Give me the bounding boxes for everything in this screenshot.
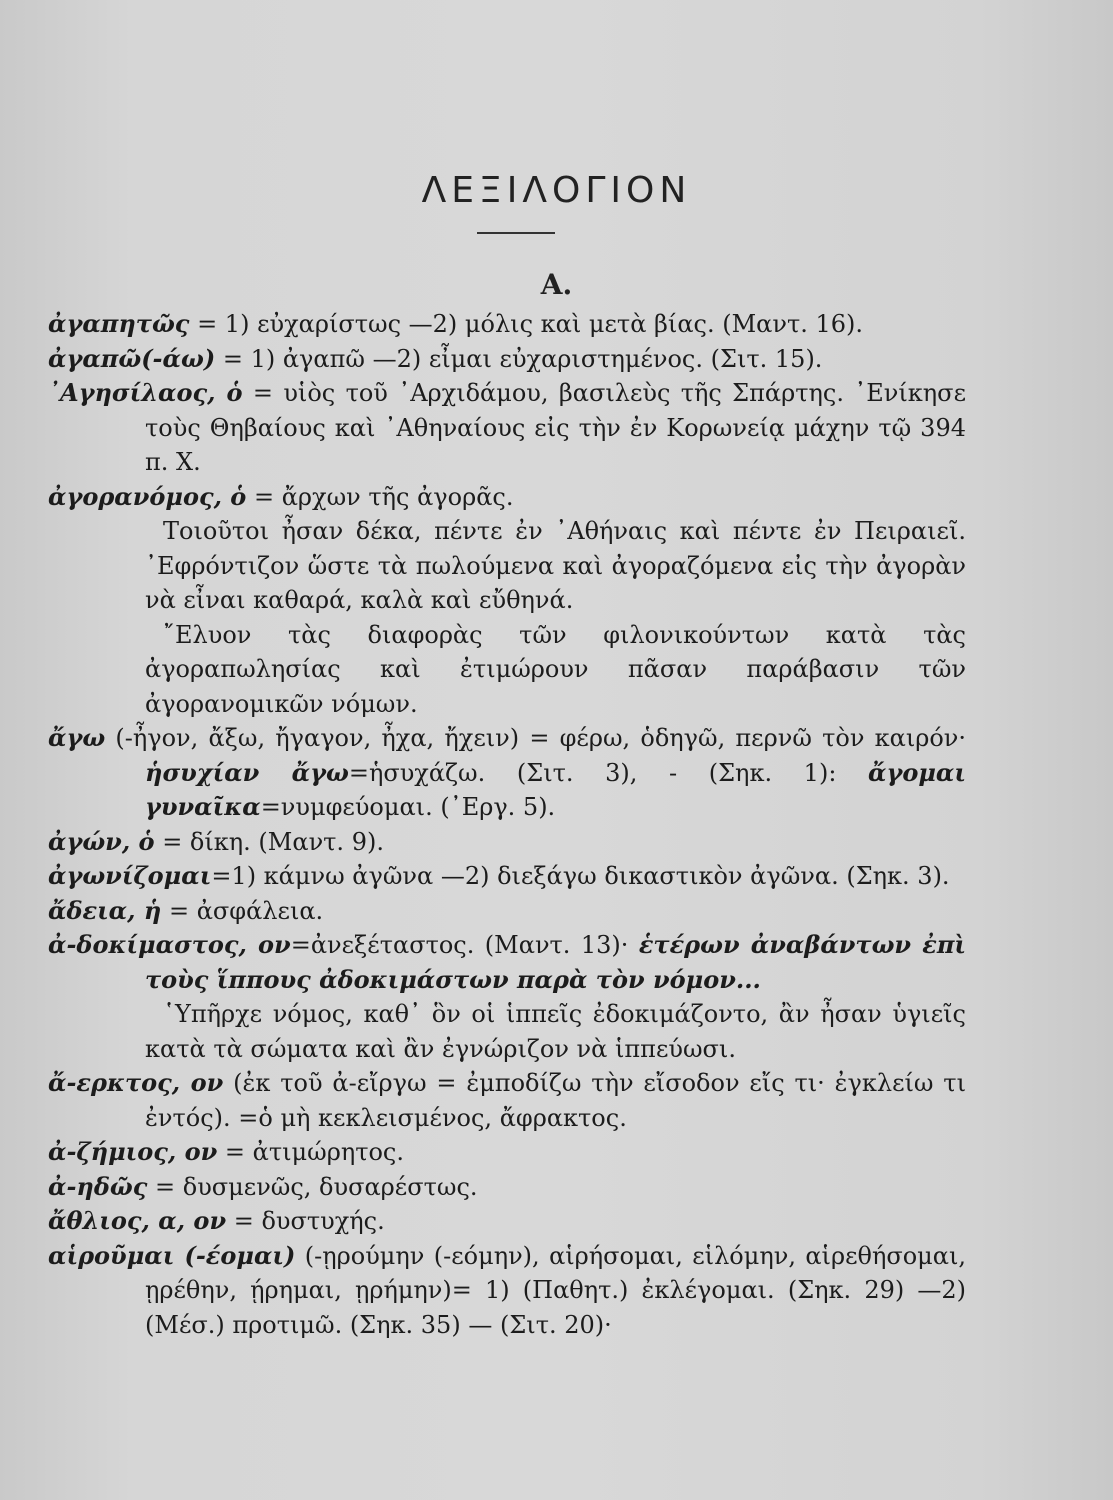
entry-definition: = υἱὸς τοῦ ᾿Αρχιδάμου, βασιλεὺς τῆς Σπάρτης. ᾿Ενίκησε τοὺς Θηβαίους καὶ ᾿Αθηναίους εἰς τὴν ἐν Κορωνείᾳ μάχην τῷ 394 π. Χ. (145, 379, 966, 476)
entry-headword: αἱροῦμαι (-έομαι) (48, 1240, 296, 1270)
entry-phrase: ἄγομαι γυναῖκα (145, 757, 966, 821)
entry-note: ῎Ελυον τὰς διαφορὰς τῶν φιλονικούντων κατὰ τὰς ἀγοραπωλησίας καὶ ἐτιμώρουν πᾶσαν παράβασιν τῶν ἀγορανομικῶν νόμων. (145, 620, 966, 718)
entry-headword: ἀγαπητῶς (48, 309, 190, 338)
entry-headword: ᾿Αγησίλαος, ὁ (48, 378, 243, 407)
entry-note: Τοιοῦτοι ἦσαν δέκα, πέντε ἐν ᾿Αθήναις καὶ πέντε ἐν Πειραιεῖ. ᾿Εφρόντιζον ὥστε τὰ πωλούμενα καὶ ἀγοραζόμενα εἰς τὴν ἀγορὰν νὰ εἶναι καθαρά, καλὰ καὶ εὔθηνά. (145, 517, 966, 614)
entry-definition: =ἀνεξέταστος. (Μαντ. 13)· (290, 931, 629, 959)
entry-headword: ἀγαπῶ(-άω) (48, 343, 216, 373)
dictionary-entry (48, 859, 966, 894)
dictionary-entry (48, 928, 966, 1066)
entry-note: ῾Υπῆρχε νόμος, καθ᾿ ὃν οἱ ἱππεῖς ἐδοκιμάζοντο, ἂν ἦσαν ὑγιεῖς κατὰ τὰ σώματα καὶ ἂν ἐγνώριζον νὰ ἱππεύωσι. (145, 1000, 966, 1063)
entry-headword: ἀγωνίζομαι (48, 861, 212, 890)
entry-definition: = 1) εὐχαρίστως —2) μόλις καὶ μετὰ βίας. (Μαντ. 16). (197, 310, 864, 338)
entry-definition: =νυμφεύομαι. (᾿Εργ. 5). (260, 793, 556, 821)
entry-headword: ἄ-ερκτος, ον (48, 1068, 224, 1097)
entry-definition: = δίκη. (Μαντ. 9). (162, 827, 384, 856)
dictionary-entry (48, 307, 966, 342)
entry-definition: = ἀτιμώρητος. (224, 1138, 404, 1166)
entry-definition: (-ἦγον, ἄξω, ἤγαγον, ἦχα, ἤχειν) = φέρω, ὁδηγῶ, περνῶ τὸν καιρόν· (115, 724, 967, 752)
entry-definition: =1) κάμνω ἀγῶνα —2) διεξάγω δικαστικὸν ἀγῶνα. (Σηκ. 3). (211, 862, 950, 890)
entry-headword: ἀ-δοκίμαστος, ον (48, 930, 291, 959)
entry-definition: = ἀσφάλεια. (168, 896, 324, 925)
dictionary-entry (48, 480, 966, 722)
dictionary-entry (48, 342, 966, 377)
entry-headword: ἀ-ηδῶς (48, 1171, 148, 1201)
entry-headword: ἄδεια, ἡ (48, 895, 162, 925)
entry-definition: (ἐκ τοῦ ἀ-εἴργω = ἐμποδίζω τὴν εἴσοδον εἴς τι· ἐγκλείω τι ἐντός). =ὁ μὴ κεκλεισμένος, ἄφρακτος. (145, 1069, 966, 1132)
entry-headword: ἀγών, ὁ (48, 826, 155, 856)
page-title: ΛΕΞΙΛΟΓΙΟΝ (421, 170, 692, 211)
entry-definition: (-ῃρούμην (-εόμην), αἱρήσομαι, εἱλόμην, αἱρεθήσομαι, ῃρέθην, ῄρημαι, ῃρήμην)= 1) (Παθητ.) ἐκλέγομαι. (Σηκ. 29) —2) (Μέσ.) προτιμῶ. (Σηκ. 35) — (Σιτ. 20)· (145, 1241, 966, 1339)
dictionary-entry (48, 1239, 966, 1343)
entry-headword: ἀγορανόμος, ὁ (48, 481, 247, 511)
entry-headword: ἄγω (48, 723, 106, 752)
entry-definition: = ἄρχων τῆς ἀγορᾶς. (253, 482, 514, 511)
entry-headword: ἄθλιος, α, ον (48, 1206, 227, 1235)
section-letter: A. (540, 268, 573, 301)
dictionary-entry (48, 894, 966, 929)
entry-phrase: ἡσυχίαν ἄγω (145, 757, 349, 787)
dictionary-entry (48, 1135, 966, 1170)
dictionary-entry (48, 1204, 966, 1239)
entry-definition: =ἡσυχάζω. (Σιτ. 3), - (Σηκ. 1): (348, 758, 837, 787)
dictionary-entry (48, 376, 966, 480)
dictionary-entry (48, 825, 966, 860)
dictionary-entry (48, 1170, 966, 1205)
title-divider (477, 232, 555, 234)
dictionary-entry (48, 1066, 966, 1135)
dictionary-entry (48, 721, 966, 825)
entry-definition: = δυσμενῶς, δυσαρέστως. (155, 1172, 478, 1201)
entry-phrase: ἑτέρων ἀναβάντων ἐπὶ τοὺς ἵππους ἀδοκιμάστων παρὰ τὸν νόμον... (145, 930, 967, 994)
entry-headword: ἀ-ζήμιος, ον (48, 1137, 218, 1166)
entry-definition: = δυστυχής. (233, 1207, 385, 1235)
entry-list (48, 307, 966, 1342)
entry-definition: = 1) ἀγαπῶ —2) εἶμαι εὐχαριστημένος. (Σιτ. 15). (222, 344, 823, 373)
